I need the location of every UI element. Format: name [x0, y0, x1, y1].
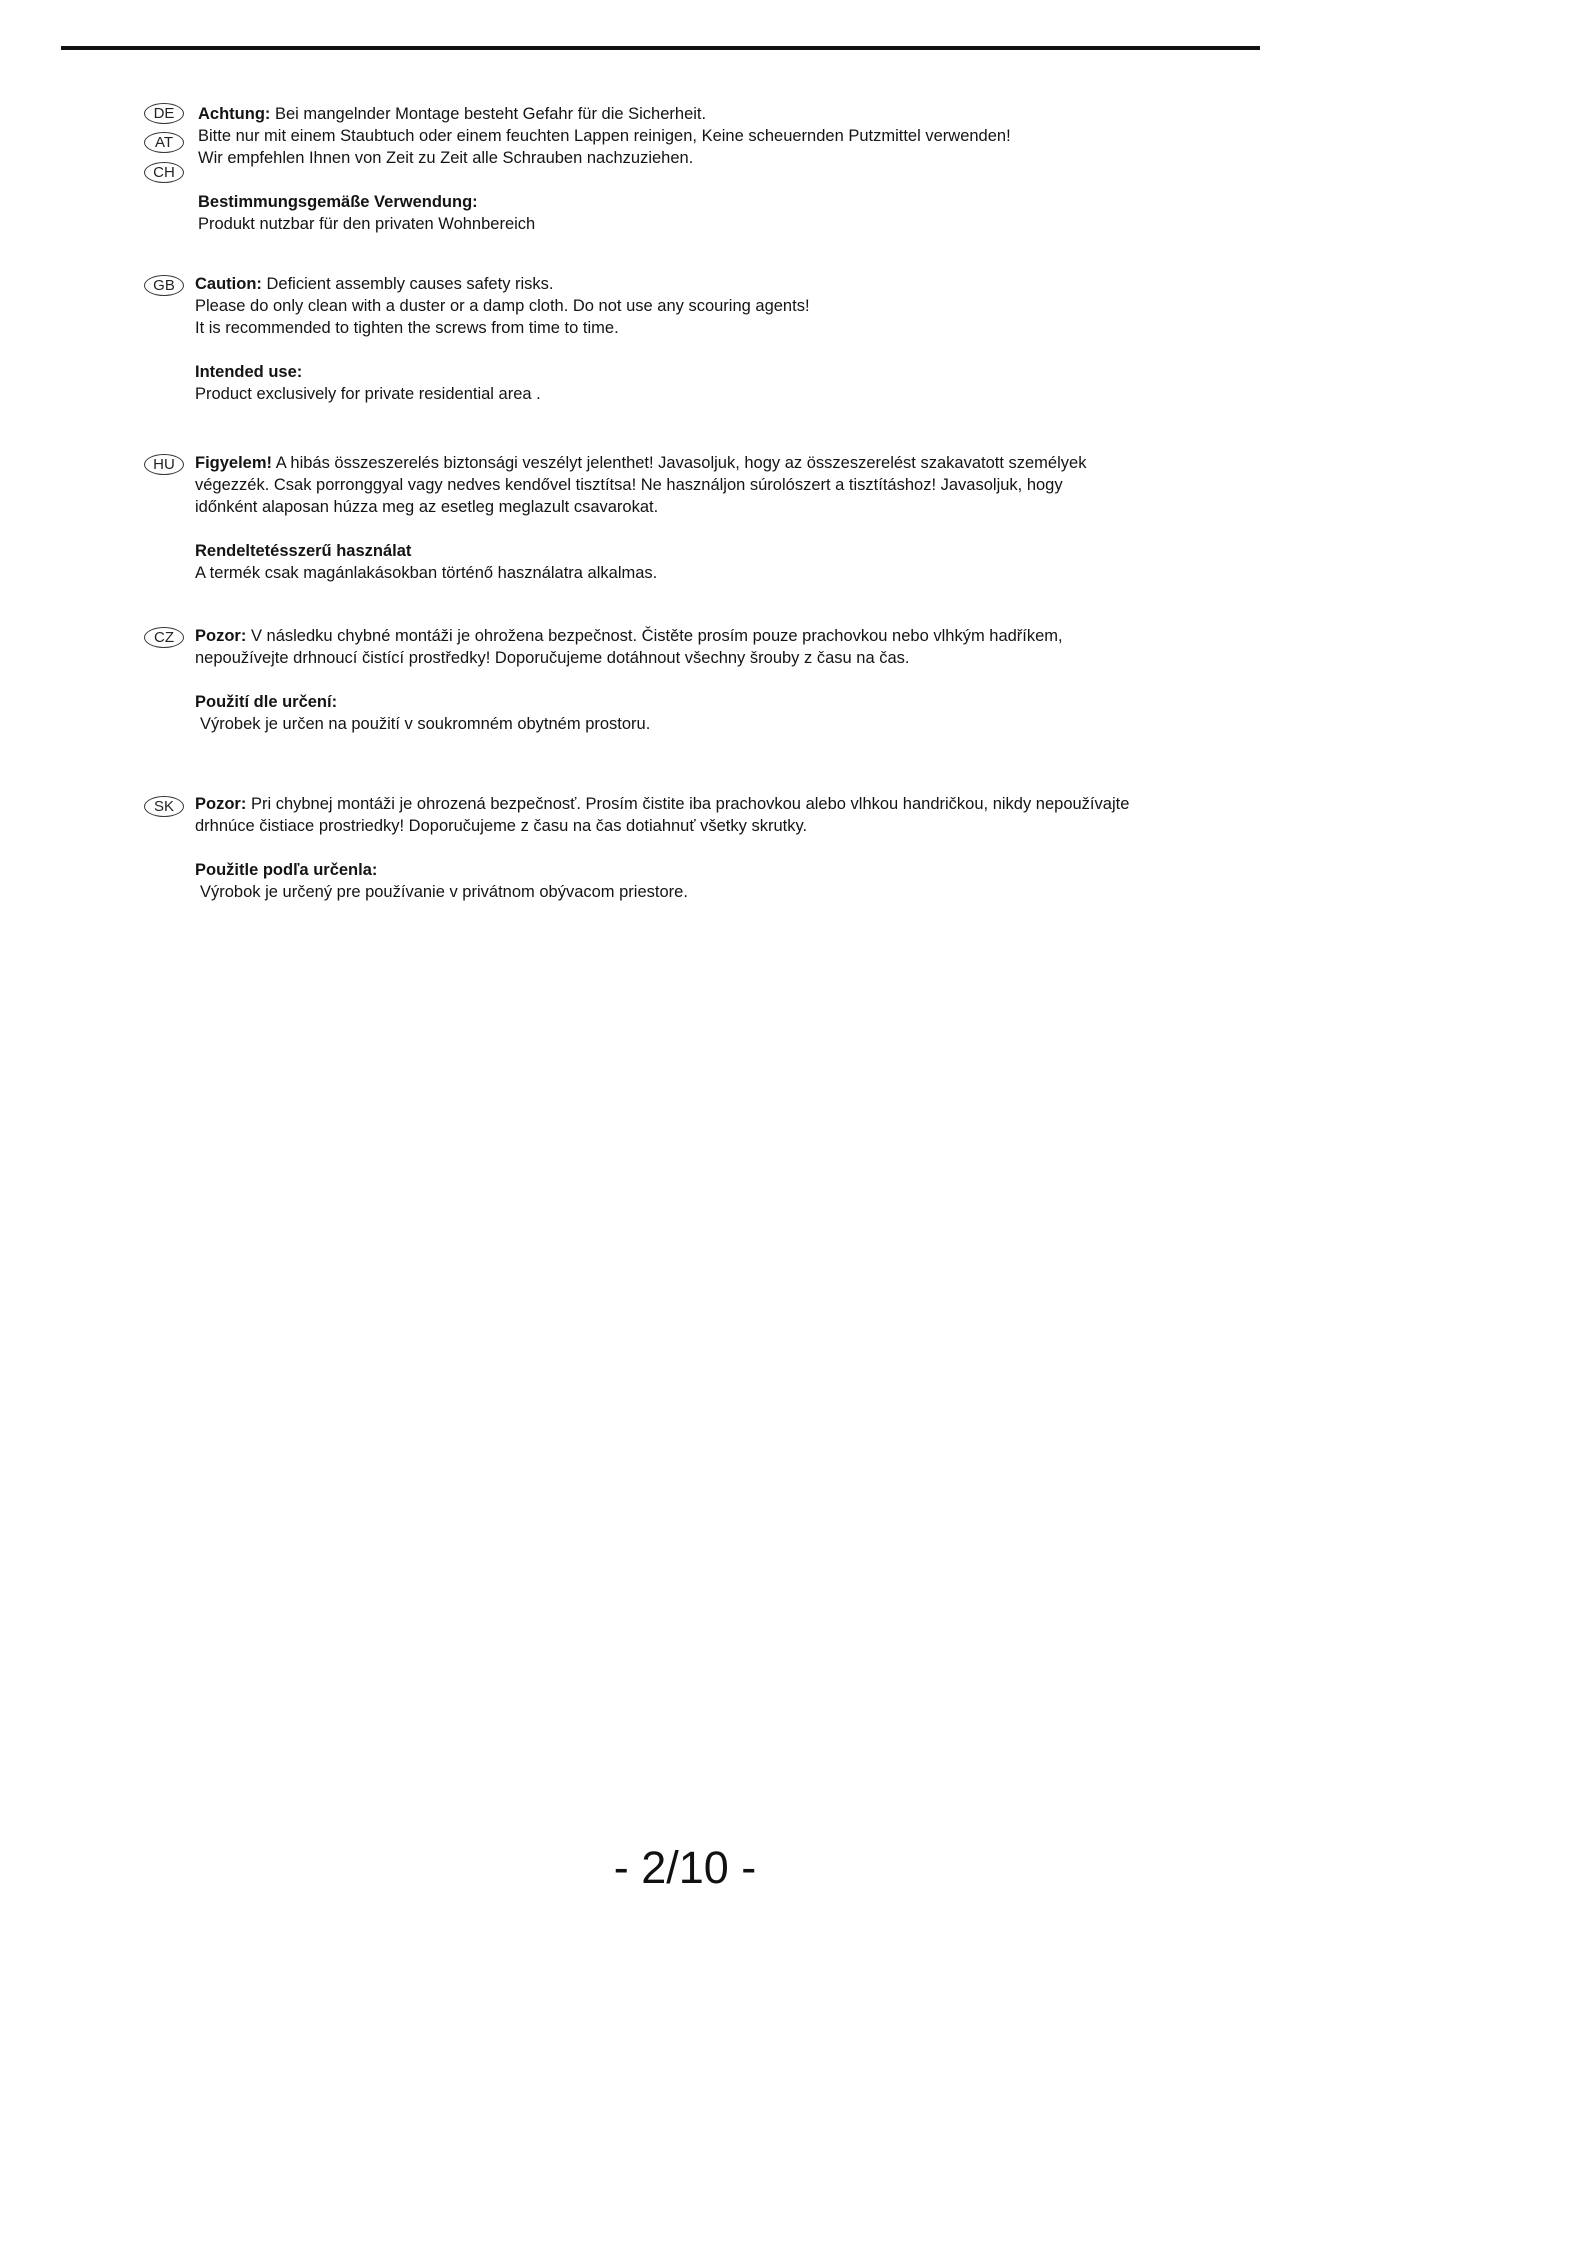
intended-use-title: Rendeltetésszerű használat [195, 542, 412, 560]
warning-line-2: végezzék. Csak porronggyal vagy nedves kendővel tisztítsa! Ne használjon súrolószert a tisztításhoz! Javasoljuk, hogy [195, 476, 1063, 494]
country-badge-de: DE [144, 103, 184, 124]
warning-line-1 [198, 103, 1011, 125]
warning-text: V následku chybné montáži je ohrožena bezpečnost. Čistěte prosím pouze prachovkou nebo vlhkým hadříkem, [250, 627, 1063, 645]
warning-text: Bei mangelnder Montage besteht Gefahr für die Sicherheit. [275, 105, 707, 123]
warning-line-2: Bitte nur mit einem Staubtuch oder einem feuchten Lappen reinigen, Keine scheuernden Putzmittel verwenden! [198, 127, 1011, 145]
intended-use-text: Výrobok je určený pre používanie v privátnom obývacom priestore. [200, 883, 688, 901]
section-cz [195, 625, 1063, 735]
intended-use-text: Produkt nutzbar für den privaten Wohnbereich [198, 215, 536, 233]
intended-use-text: Product exclusively for private residential area . [195, 385, 541, 403]
warning-line-2: drhnúce čistiace prostriedky! Doporučujeme z času na čas dotiahnuť všetky skrutky. [195, 817, 808, 835]
warning-line-1 [195, 793, 1129, 815]
section-de [198, 103, 1011, 235]
country-badge-sk: SK [144, 796, 184, 817]
country-badge-ch: CH [144, 162, 184, 183]
warning-lead: Caution: [195, 275, 262, 293]
country-badge-hu: HU [144, 454, 184, 475]
warning-text: A hibás összeszerelés biztonsági veszélyt jelenthet! Javasoljuk, hogy az összeszerelést szakavatott személyek [275, 454, 1087, 472]
warning-lead: Achtung: [198, 105, 271, 123]
warning-line-1 [195, 452, 1086, 474]
warning-lead: Pozor: [195, 627, 247, 645]
warning-line-3: időnként alaposan húzza meg az esetleg meglazult csavarokat. [195, 498, 659, 516]
country-badge-gb: GB [144, 275, 184, 296]
warning-line-3: It is recommended to tighten the screws from time to time. [195, 319, 619, 337]
top-rule [61, 46, 1260, 50]
warning-line-3: Wir empfehlen Ihnen von Zeit zu Zeit alle Schrauben nachzuziehen. [198, 149, 694, 167]
intended-use-text: A termék csak magánlakásokban történő használatra alkalmas. [195, 564, 658, 582]
warning-lead: Figyelem! [195, 454, 273, 472]
warning-line-1 [195, 625, 1063, 647]
intended-use-text: Výrobek je určen na použití v soukromném obytném prostoru. [200, 715, 651, 733]
warning-line-1 [195, 273, 810, 295]
intended-use-title: Použití dle určení: [195, 693, 338, 711]
warning-text: Pri chybnej montáži je ohrozená bezpečnosť. Prosím čistite iba prachovkou alebo vlhkou handričkou, nikdy nepoužívajte [250, 795, 1130, 813]
warning-line-2: nepoužívejte drhnoucí čistící prostředky! Doporučujeme dotáhnout všechny šrouby z času na čas. [195, 649, 910, 667]
country-badge-at: AT [144, 132, 184, 153]
warning-lead: Pozor: [195, 795, 247, 813]
country-badge-cz: CZ [144, 627, 184, 648]
intended-use-title: Bestimmungsgemäße Verwendung: [198, 193, 478, 211]
page-number: - 2/10 - [613, 1842, 757, 1893]
section-gb [195, 273, 810, 405]
intended-use-title: Intended use: [195, 363, 303, 381]
warning-line-2: Please do only clean with a duster or a damp cloth. Do not use any scouring agents! [195, 297, 810, 315]
section-hu [195, 452, 1086, 584]
intended-use-title: Použitle podľa určenla: [195, 861, 378, 879]
section-sk [195, 793, 1129, 903]
warning-text: Deficient assembly causes safety risks. [266, 275, 554, 293]
